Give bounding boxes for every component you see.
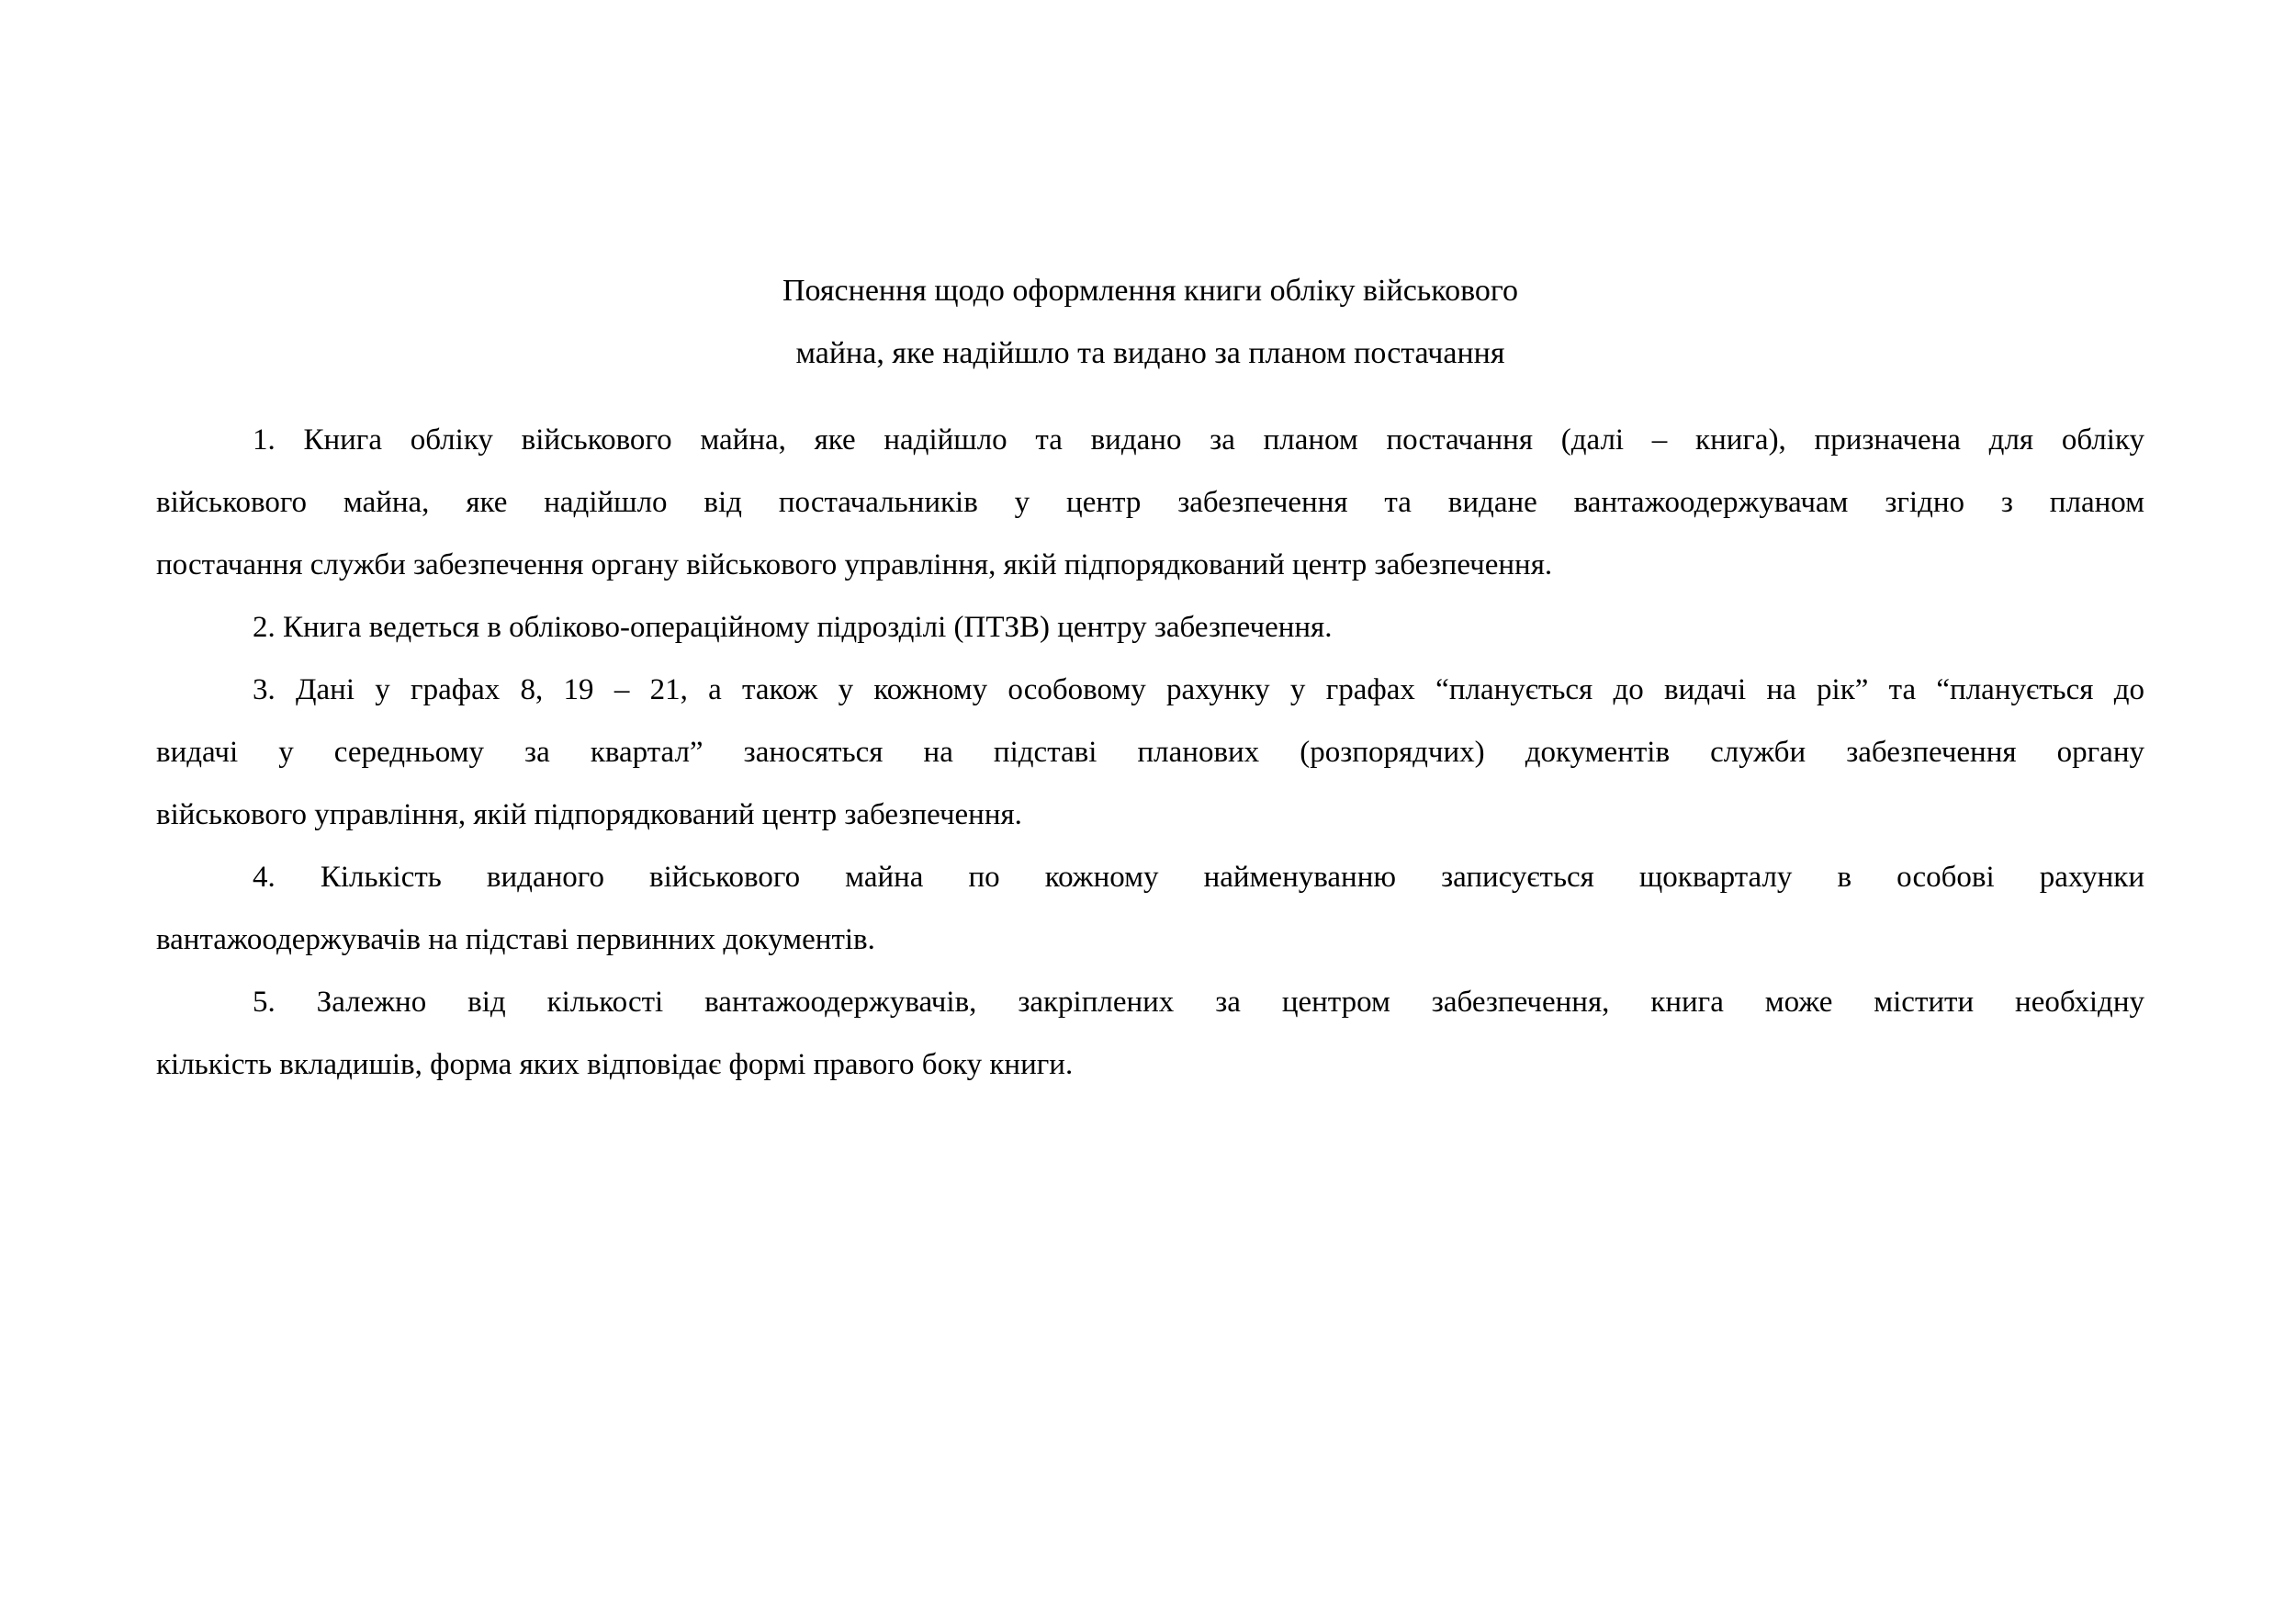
paragraph-2 — [156, 596, 2144, 659]
text-line: 3. Дані у графах 8, 19 – 21, а також у кожному особовому рахунку у графах “планується до видачі на рік” та “планується до — [253, 673, 2144, 706]
text-line: 4. Кількість виданого військового майна по кожному найменуванню записується щокварталу в особові рахунки — [253, 861, 2144, 894]
text-line: вантажоодержувачів на підставі первинних документів. — [156, 923, 875, 956]
text-line: 1. Книга обліку військового майна, яке надійшло та видано за планом постачання (далі – книга), призначена для обліку — [253, 423, 2144, 457]
text-line: військового майна, яке надійшло від постачальників у центр забезпечення та видане вантажоодержувачам згідно з планом — [156, 486, 2144, 519]
document-title-line-1: Пояснення щодо оформлення книги обліку військового — [782, 274, 1519, 308]
text-line: кількість вкладишів, форма яких відповідає формі правого боку книги. — [156, 1048, 1074, 1081]
text-line: 2. Книга ведеться в обліково-операційному підрозділі (ПТЗВ) центру забезпечення. — [253, 611, 1333, 644]
paragraph-4 — [156, 846, 2144, 971]
text-line: військового управління, якій підпорядкований центр забезпечення. — [156, 798, 1022, 831]
text-line: постачання служби забезпечення органу військового управління, якій підпорядкований центр забезпечення. — [156, 548, 1553, 581]
document-content — [156, 260, 2144, 1096]
document-title — [156, 260, 2144, 385]
text-line: видачі у середньому за квартал” заносяться на підставі планових (розпорядчих) документів служби забезпечення органу — [156, 736, 2144, 769]
paragraph-5 — [156, 971, 2144, 1096]
document-title-line-2: майна, яке надійшло та видано за планом постачання — [795, 336, 1505, 370]
paragraph-1 — [156, 409, 2144, 596]
paragraph-3 — [156, 659, 2144, 846]
text-line: 5. Залежно від кількості вантажоодержувачів, закріплених за центром забезпечення, книга може містити необхідну — [253, 986, 2144, 1019]
